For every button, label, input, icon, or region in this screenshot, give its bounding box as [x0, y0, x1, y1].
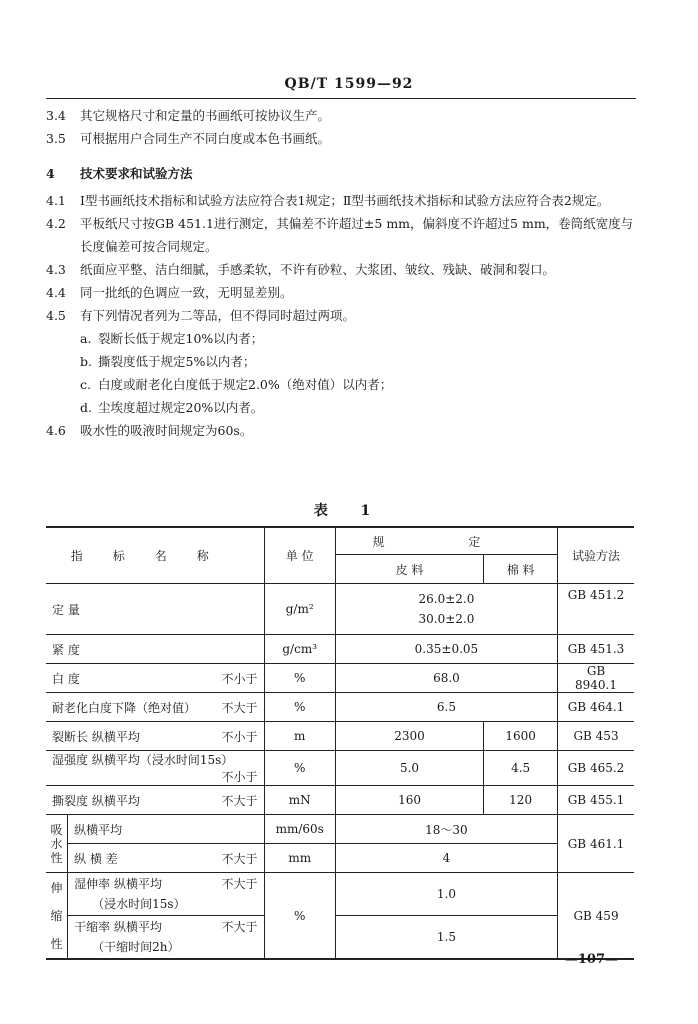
header-unit: 单 位: [264, 527, 335, 584]
row-method: GB 8940.1: [558, 664, 634, 693]
value-line: 30.0±2.0: [418, 612, 475, 626]
table-row: [46, 844, 634, 873]
standard-code-header: QB/T 1599—92: [284, 76, 414, 92]
header-method: 试验方法: [558, 527, 634, 584]
clause-3-4: [46, 104, 636, 127]
row-name: 白 度: [52, 671, 80, 686]
clause-text: 有下列情况者列为二等品，但不得同时超过两项。: [80, 308, 356, 323]
table-row: [46, 815, 634, 844]
row-value: 68.0: [335, 664, 557, 693]
row-unit: g/m²: [264, 584, 335, 635]
row-method: GB 465.2: [558, 751, 634, 786]
clause-text: 吸水性的吸液时间规定为60s。: [80, 423, 253, 438]
row-limit-tag: 不小于: [221, 729, 258, 744]
clause-number: 4.2: [46, 216, 66, 231]
row-note: （干缩时间2h）: [92, 940, 180, 954]
header-pi-liao: 皮 料: [335, 555, 483, 584]
header-mian-liao: 棉 料: [484, 555, 558, 584]
section-heading-text: 技术要求和试验方法: [80, 166, 193, 181]
table-title: 表 1: [313, 503, 385, 519]
row-unit: mm: [264, 844, 335, 873]
table-row: [46, 635, 634, 664]
clause-3-5: [46, 127, 636, 150]
row-name-cell: [46, 786, 264, 815]
clause-number: 4.3: [46, 262, 66, 277]
row-name-cell: [46, 722, 264, 751]
table-row: [46, 584, 634, 635]
sub-item-letter: c.: [80, 377, 91, 392]
row-name: 定 量: [46, 584, 264, 635]
row-name-cell: [46, 751, 264, 786]
row-name: 纵横平均: [68, 815, 264, 844]
sub-item-letter: a.: [80, 331, 92, 346]
sub-item-b: [46, 350, 636, 373]
row-value-pi: 2300: [335, 722, 483, 751]
clause-text: 平板纸尺寸按GB 451.1进行测定，其偏差不许超过±5 mm，偏斜度不许超过5 mm，卷筒纸宽度与长度偏差可按合同规定。: [80, 216, 634, 254]
row-limit-tag: 不大于: [221, 793, 258, 808]
clause-list: [46, 104, 636, 442]
row-limit-tag: 不小于: [221, 770, 258, 784]
clause-4-4: [46, 281, 636, 304]
row-value: 6.5: [335, 693, 557, 722]
row-group-label: 伸缩性: [46, 873, 68, 960]
sub-item-a: [46, 327, 636, 350]
clause-4-1: [46, 189, 636, 212]
table-row: [46, 786, 634, 815]
row-value-mian: 1600: [484, 722, 558, 751]
row-name: 干缩率 纵横平均: [74, 920, 162, 934]
clause-text: 其它规格尺寸和定量的书画纸可按协议生产。: [80, 108, 331, 123]
clause-number: 4.4: [46, 285, 66, 300]
table-row: [46, 693, 634, 722]
row-value-pi: 5.0: [335, 751, 483, 786]
row-value: 0.35±0.05: [335, 635, 557, 664]
row-unit: %: [264, 873, 335, 960]
row-unit: %: [264, 693, 335, 722]
table-row: [46, 873, 634, 916]
clause-4-2: [46, 212, 636, 258]
value-line: 26.0±2.0: [418, 592, 475, 606]
table-header-row: [46, 527, 634, 555]
spec-table: [46, 526, 634, 960]
row-name-cell: [68, 873, 264, 916]
row-limit-tag: 不大于: [221, 877, 258, 891]
row-name-cell: [68, 844, 264, 873]
sub-item-c: [46, 373, 636, 396]
clause-number: 4.1: [46, 193, 66, 208]
row-note: （浸水时间15s）: [92, 897, 186, 911]
row-limit-tag: 不小于: [221, 671, 258, 686]
clause-number: 3.5: [46, 131, 66, 146]
row-value-mian: 120: [484, 786, 558, 815]
row-name: 纵 横 差: [74, 851, 118, 866]
clause-4-5: [46, 304, 636, 327]
table-row: [46, 722, 634, 751]
clause-text: Ⅰ型书画纸技术指标和试验方法应符合表1规定；Ⅱ型书画纸技术指标和试验方法应符合表2规定。: [80, 193, 610, 208]
row-name: 裂断长 纵横平均: [52, 729, 140, 744]
row-method: GB 464.1: [558, 693, 634, 722]
row-name: 湿伸率 纵横平均: [74, 877, 162, 891]
row-unit: mN: [264, 786, 335, 815]
row-limit-tag: 不大于: [221, 700, 258, 715]
row-method: GB 451.2: [558, 584, 634, 635]
row-value: 18～30: [335, 815, 557, 844]
clause-number: 4: [46, 166, 55, 181]
section-heading-4: [46, 162, 636, 185]
row-method: GB 455.1: [558, 786, 634, 815]
clause-number: 4.5: [46, 308, 66, 323]
sub-item-text: 白度或耐老化白度低于规定2.0%（绝对值）以内者；: [98, 377, 393, 392]
clause-number: 4.6: [46, 423, 66, 438]
header-rule: [46, 98, 636, 99]
clause-text: 纸面应平整、洁白细腻，手感柔软，不许有砂粒、大浆团、皱纹、残缺、破洞和裂口。: [80, 262, 556, 277]
sub-item-text: 裂断长低于规定10%以内者；: [98, 331, 264, 346]
sub-item-d: [46, 396, 636, 419]
row-method: GB 451.3: [558, 635, 634, 664]
row-method: GB 459: [558, 873, 634, 960]
row-method: GB 453: [558, 722, 634, 751]
row-name: 撕裂度 纵横平均: [52, 793, 140, 808]
row-value: 4: [335, 844, 557, 873]
header-indicator-name: 指标名称: [46, 527, 264, 584]
row-unit: g/cm³: [264, 635, 335, 664]
sub-item-text: 撕裂度低于规定5%以内者；: [98, 354, 256, 369]
clause-number: 3.4: [46, 108, 66, 123]
row-name-cell: [46, 664, 264, 693]
row-limit-tag: 不大于: [221, 920, 258, 934]
header-spec: 规 定: [335, 527, 557, 555]
row-value: [335, 584, 557, 635]
row-unit: %: [264, 751, 335, 786]
row-value: 1.0: [335, 873, 557, 916]
sub-item-text: 尘埃度超过规定20%以内者。: [98, 400, 264, 415]
table-row: [46, 664, 634, 693]
page-number: —107—: [564, 952, 618, 967]
row-value-pi: 160: [335, 786, 483, 815]
row-name: 紧 度: [46, 635, 264, 664]
row-method: GB 461.1: [558, 815, 634, 873]
row-group-label: 吸水性: [46, 815, 68, 873]
row-value-mian: 4.5: [484, 751, 558, 786]
clause-4-6: [46, 419, 636, 442]
row-value: 1.5: [335, 916, 557, 960]
row-name: 耐老化白度下降（绝对值）: [52, 700, 197, 715]
row-limit-tag: 不大于: [221, 851, 258, 866]
sub-item-letter: d.: [80, 400, 92, 415]
row-unit: m: [264, 722, 335, 751]
row-name-cell: [68, 916, 264, 960]
row-name: 湿强度 纵横平均（浸水时间15s）: [52, 753, 234, 767]
table-row: [46, 751, 634, 786]
clause-text: 可根据用户合同生产不同白度或本色书画纸。: [80, 131, 331, 146]
row-unit: %: [264, 664, 335, 693]
table-row: [46, 916, 634, 960]
row-unit: mm/60s: [264, 815, 335, 844]
clause-4-3: [46, 258, 636, 281]
sub-item-letter: b.: [80, 354, 92, 369]
row-name-cell: [46, 693, 264, 722]
clause-text: 同一批纸的色调应一致，无明显差别。: [80, 285, 293, 300]
